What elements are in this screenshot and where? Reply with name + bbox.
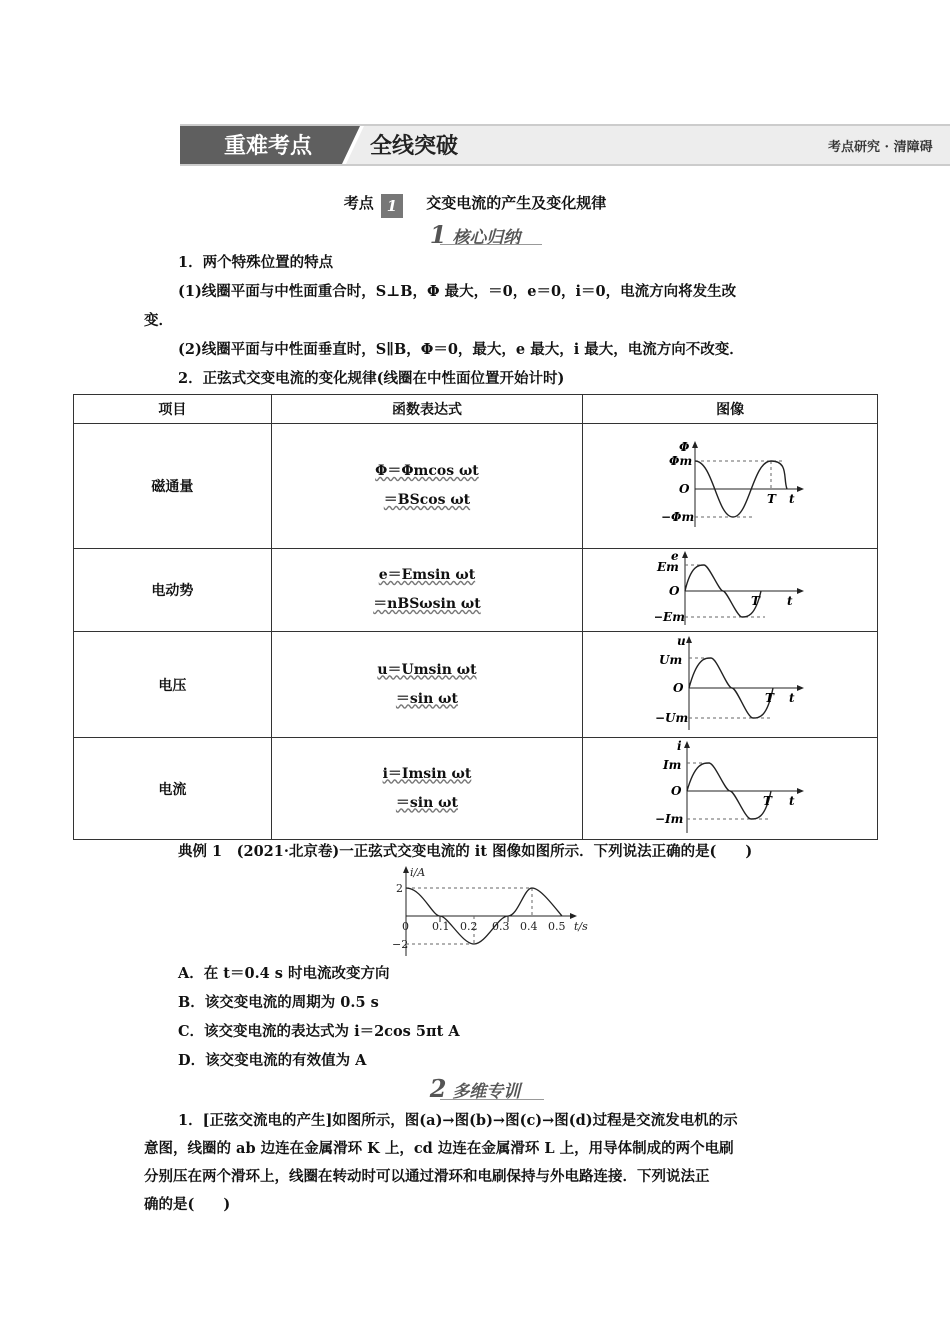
example-current-graph xyxy=(392,864,597,958)
graph-period-label: T xyxy=(765,690,775,705)
graph-y-label: u xyxy=(677,633,686,648)
graph-top-label: Im xyxy=(663,757,682,772)
example-graph-x-label: t/s xyxy=(574,920,588,933)
graph-bottom-label: −Um xyxy=(655,710,689,725)
example-graph-xtick: 0.1 xyxy=(432,920,450,933)
formula-line-1: u＝Umsin ωt xyxy=(377,661,477,678)
graph-y-label: Φ xyxy=(679,440,690,454)
point-1: 1．两个特殊位置的特点 xyxy=(178,254,334,271)
formula-line-2: ＝nBSωsin ωt xyxy=(373,596,481,612)
option-b[interactable]: B．该交变电流的周期为 0.5 s xyxy=(178,994,379,1011)
option-a[interactable]: A．在 t＝0.4 s 时电流改变方向 xyxy=(178,965,390,982)
section-number: 1 xyxy=(386,197,398,215)
formula-line-2: ＝BScos ωt xyxy=(383,492,471,508)
header-expression: 函数表达式 xyxy=(271,395,583,424)
row-name: 电压 xyxy=(74,632,272,738)
row-name: 磁通量 xyxy=(74,424,272,549)
section-number-badge xyxy=(381,194,403,218)
graph-t-label: t xyxy=(787,594,793,608)
row-name: 电动势 xyxy=(74,549,272,632)
training-heading-label: 多维专训 xyxy=(452,1082,521,1102)
table-row xyxy=(74,549,878,632)
point-2: 2．正弦式交变电流的变化规律(线圈在中性面位置开始计时) xyxy=(178,370,565,387)
option-c[interactable]: C．该交变电流的表达式为 i＝2cos 5πt A xyxy=(178,1023,460,1040)
banner-left-label: 重难考点 xyxy=(224,134,313,159)
formula-line-2: ＝sin ωt xyxy=(395,690,458,707)
graph-origin-label: O xyxy=(679,482,690,496)
example-graph-xtick: 0.2 xyxy=(460,920,478,933)
row-formula xyxy=(271,424,583,549)
row-formula xyxy=(271,738,583,840)
flux-cosine-graph xyxy=(655,439,805,529)
problem-1-line: 意图，线圈的 ab 边连在金属滑环 K 上，cd 边连在金属滑环 L 上，用导体制成的两个电刷 xyxy=(144,1140,734,1157)
graph-t-label: t xyxy=(789,492,795,506)
problem-1-line: 确的是( ) xyxy=(144,1196,231,1213)
option-d[interactable]: D．该交变电流的有效值为 A xyxy=(178,1052,367,1069)
graph-period-label: T xyxy=(751,594,761,608)
row-name: 电流 xyxy=(74,738,272,840)
core-heading-number: 1 xyxy=(429,220,447,249)
graph-origin-label: O xyxy=(673,680,684,695)
graph-period-label: T xyxy=(767,492,777,506)
example-graph-y-label: i/A xyxy=(410,866,426,879)
row-graph xyxy=(583,738,878,840)
graph-bottom-label: −Em xyxy=(655,610,686,624)
graph-bottom-label: −Φm xyxy=(661,510,695,524)
formula-line-1: Φ＝Φmcos ωt xyxy=(375,463,479,479)
example-1-statement: 典例 1 (2021·北京卷)一正弦式交变电流的 it 图像如图所示．下列说法正确的是( ) xyxy=(178,843,753,860)
row-graph xyxy=(583,549,878,632)
emf-sine-graph xyxy=(655,549,805,627)
graph-origin-label: O xyxy=(669,584,680,598)
formula-line-1: e＝Emsin ωt xyxy=(378,567,476,583)
header-graph: 图像 xyxy=(583,395,878,424)
ac-rules-table xyxy=(73,394,878,840)
section-title-text: 交变电流的产生及变化规律 xyxy=(426,194,607,212)
table-header-row xyxy=(74,395,878,424)
graph-top-label: Φm xyxy=(669,454,693,468)
graph-bottom-label: −Im xyxy=(655,811,684,826)
row-graph xyxy=(583,632,878,738)
example-graph-y-top: 2 xyxy=(396,882,403,895)
table-row xyxy=(74,632,878,738)
header-item: 项目 xyxy=(74,395,272,424)
graph-t-label: t xyxy=(789,690,795,705)
graph-origin-label: O xyxy=(671,783,682,798)
graph-t-label: t xyxy=(789,793,795,808)
example-graph-zero: 0 xyxy=(402,920,409,933)
row-graph xyxy=(583,424,878,549)
formula-line-1: i＝Imsin ωt xyxy=(382,765,472,782)
point-1a: (1)线圈平面与中性面重合时，S⊥B，Φ 最大，＝0，e＝0，i＝0，电流方向将发生改 xyxy=(178,283,737,300)
graph-top-label: Em xyxy=(657,560,679,574)
point-1b: (2)线圈平面与中性面垂直时，S∥B，Φ＝0，最大，e 最大，i 最大，电流方向不改变． xyxy=(178,341,744,358)
example-graph-y-bottom: −2 xyxy=(392,938,409,951)
training-heading-number: 2 xyxy=(429,1074,447,1103)
graph-y-label: e xyxy=(671,549,679,563)
table-row xyxy=(74,424,878,549)
voltage-sine-graph xyxy=(655,634,805,732)
example-graph-xtick: 0.3 xyxy=(492,920,510,933)
problem-1-line: 1．[正弦交流电的产生]如图所示，图(a)→图(b)→图(c)→图(d)过程是交流发电机的示 xyxy=(178,1112,738,1129)
header-banner xyxy=(180,124,950,166)
current-sine-graph xyxy=(655,739,805,835)
graph-y-label: i xyxy=(677,738,682,753)
table-row xyxy=(74,738,878,840)
graph-top-label: Um xyxy=(659,652,683,667)
formula-line-2: ＝sin ωt xyxy=(395,794,458,811)
core-heading-underline xyxy=(440,244,542,245)
row-formula xyxy=(271,632,583,738)
banner-side-label: 考点研究 · 清障碍 xyxy=(828,140,933,155)
point-1a-continued: 变． xyxy=(144,312,173,329)
graph-period-label: T xyxy=(763,793,773,808)
section-title xyxy=(0,192,950,218)
banner-right-label: 全线突破 xyxy=(370,134,459,159)
training-heading-underline xyxy=(440,1099,544,1100)
example-graph-xtick: 0.4 xyxy=(520,920,538,933)
section-prefix: 考点 xyxy=(343,194,374,212)
problem-1-line: 分别压在两个滑环上，线圈在转动时可以通过滑环和电刷保持与外电路连接．下列说法正 xyxy=(144,1168,710,1185)
example-graph-xtick: 0.5 xyxy=(548,920,566,933)
core-heading-label: 核心归纳 xyxy=(452,228,521,248)
row-formula xyxy=(271,549,583,632)
